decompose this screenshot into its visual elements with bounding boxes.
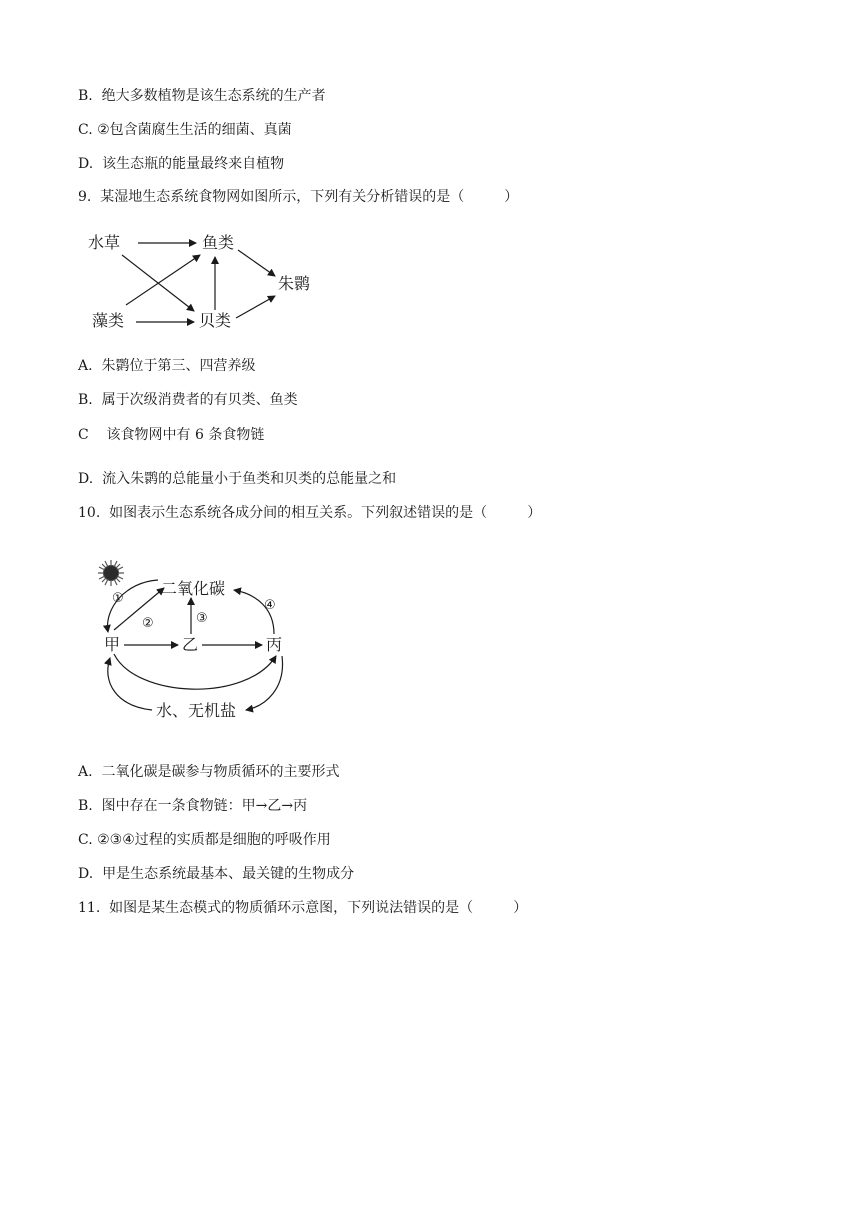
question-9: 9. 某湿地生态系统食物网如图所示，下列有关分析错误的是（ ） — [78, 189, 519, 205]
arrow-beilei-zhuhuan — [236, 296, 275, 318]
node-shuicao: 水草 — [88, 233, 121, 252]
node-jia: 甲 — [104, 635, 121, 654]
option-8b: B. 绝大多数植物是该生态系统的生产者 — [78, 88, 326, 104]
option-9c: C 该食物网中有 6 条食物链 — [78, 427, 265, 443]
arrow-jia-bing — [114, 654, 276, 689]
arrow-bing-co2 — [234, 590, 274, 634]
label-process-2: ② — [142, 616, 154, 631]
ecosystem-cycle-diagram — [96, 558, 316, 728]
node-beilei: 贝类 — [199, 311, 232, 330]
food-web-diagram — [88, 228, 328, 338]
node-zhuhuan: 朱鹮 — [278, 274, 311, 293]
option-10d: D. 甲是生态系统最基本、最关键的生物成分 — [78, 866, 355, 882]
option-10c: C. ②③④过程的实质都是细胞的呼吸作用 — [78, 832, 331, 848]
node-water-salt: 水、无机盐 — [156, 701, 237, 720]
question-11: 11. 如图是某生态模式的物质循环示意图，下列说法错误的是（ ） — [78, 900, 528, 916]
node-yi: 乙 — [182, 635, 199, 654]
node-bing: 丙 — [266, 635, 283, 654]
node-co2: 二氧化碳 — [161, 579, 226, 598]
label-process-4: ④ — [264, 598, 276, 613]
question-10: 10. 如图表示生态系统各成分间的相互关系。下列叙述错误的是（ ） — [78, 505, 542, 521]
arrow-bing-salt — [246, 656, 283, 710]
option-9a: A. 朱鹮位于第三、四营养级 — [78, 358, 256, 374]
option-9b: B. 属于次级消费者的有贝类、鱼类 — [78, 392, 298, 408]
label-process-3: ③ — [196, 611, 208, 626]
arrow-salt-jia — [108, 658, 152, 710]
option-9d: D. 流入朱鹮的总能量小于鱼类和贝类的总能量之和 — [78, 471, 397, 487]
node-zaolei: 藻类 — [92, 311, 125, 330]
arrow-yulei-zhuhuan — [238, 250, 275, 276]
option-10a: A. 二氧化碳是碳参与物质循环的主要形式 — [78, 764, 340, 780]
sun-icon — [98, 560, 124, 586]
option-10b: B. 图中存在一条食物链：甲→乙→丙 — [78, 798, 308, 814]
option-8d: D. 该生态瓶的能量最终来自植物 — [78, 156, 285, 172]
label-process-1: ① — [112, 591, 124, 606]
option-8c: C. ②包含菌腐生生活的细菌、真菌 — [78, 122, 292, 138]
node-yulei: 鱼类 — [202, 233, 235, 252]
arrow-zaolei-yulei — [126, 255, 200, 305]
